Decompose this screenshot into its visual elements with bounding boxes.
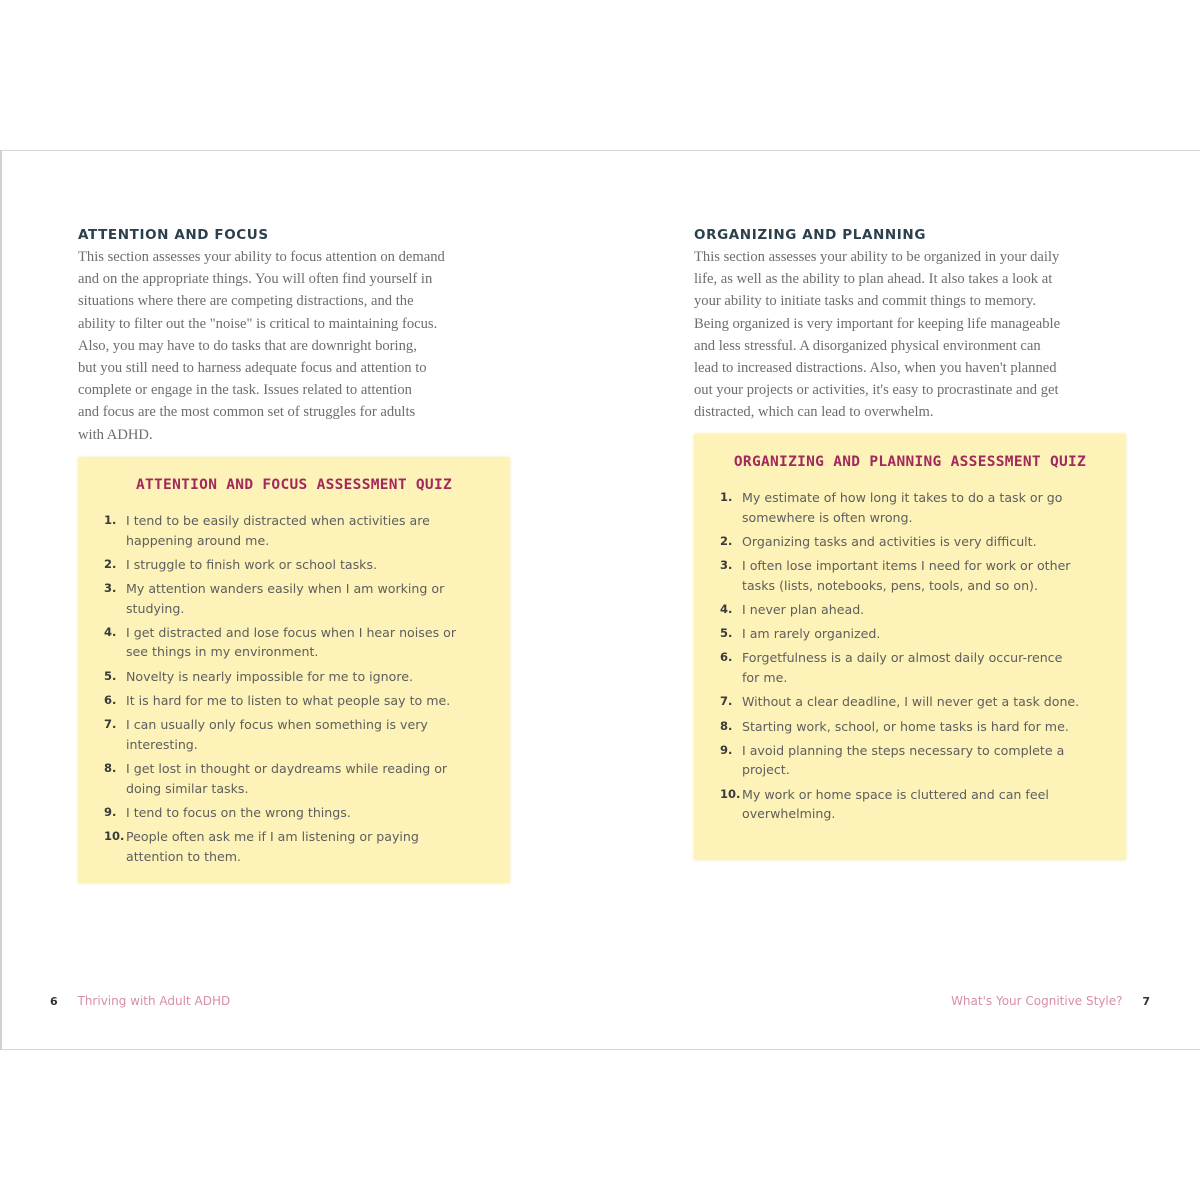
quiz-item-text: I am rarely organized. [742, 626, 881, 642]
intro-line: ability to filter out the "noise" is critical to maintaining focus. [78, 315, 438, 332]
quiz-item-number: 8. [104, 761, 117, 776]
right-page-footer [951, 994, 1150, 1008]
intro-line: and on the appropriate things. You will often find yourself in [78, 271, 433, 288]
quiz-item-number: 4. [720, 601, 733, 616]
quiz-item-text: Forgetfulness is a daily or almost daily occur-rence for me. [742, 650, 1063, 685]
organizing-planning-quiz-box [694, 434, 1126, 860]
quiz-item [720, 692, 1080, 712]
intro-line: Being organized is very important for keeping life manageable [694, 315, 1061, 332]
quiz-item-text: I tend to focus on the wrong things. [126, 804, 351, 820]
quiz-question-list [104, 511, 464, 871]
intro-line: life, as well as the ability to plan ahead. It also takes a look at [694, 271, 1053, 288]
intro-line: but you still need to harness adequate focus and attention to [78, 360, 427, 377]
quiz-item-text: Novelty is nearly impossible for me to ignore. [126, 668, 414, 684]
quiz-item-text: My attention wanders easily when I am working or studying. [126, 581, 445, 616]
quiz-item-text: I get distracted and lose focus when I hear noises or see things in my environment. [126, 624, 457, 660]
quiz-item-text: Starting work, school, or home tasks is hard for me. [742, 718, 1069, 734]
quiz-item [720, 741, 1080, 780]
quiz-item [720, 648, 1080, 687]
running-title: Thriving with Adult ADHD [77, 994, 231, 1008]
intro-line: and less stressful. A disorganized physical environment can [694, 337, 1041, 354]
quiz-item-number: 10. [720, 786, 741, 801]
quiz-item-number: 7. [720, 694, 733, 709]
quiz-item [720, 532, 1080, 552]
intro-line: complete or engage in the task. Issues related to attention [78, 382, 412, 399]
quiz-title-organizing-planning: ORGANIZING AND PLANNING ASSESSMENT QUIZ [733, 454, 1087, 470]
right-page [602, 151, 1200, 1049]
intro-paragraph-organizing-planning [694, 246, 1144, 424]
intro-line: and focus are the most common set of struggles for adults [78, 404, 416, 421]
quiz-item [720, 717, 1080, 737]
intro-line: Also, you may have to do tasks that are downright boring, [78, 337, 417, 354]
quiz-item [720, 600, 1080, 620]
quiz-item [720, 556, 1080, 595]
intro-line: lead to increased distractions. Also, when you haven't planned [694, 360, 1057, 377]
intro-line: out your projects or activities, it's easy to procrastinate and get [694, 382, 1059, 399]
running-title: What's Your Cognitive Style? [951, 994, 1123, 1008]
quiz-item-number: 2. [720, 533, 733, 548]
quiz-item-text: I tend to be easily distracted when activities are happening around me. [126, 513, 430, 548]
intro-line: situations where there are competing distractions, and the [78, 293, 414, 310]
quiz-item-number: 3. [104, 581, 117, 596]
quiz-item-number: 6. [720, 650, 733, 665]
quiz-item-text: I often lose important items I need for work or other tasks (lists, notebooks, pens, tools, and so on). [742, 558, 1071, 593]
attention-focus-quiz-box [78, 457, 510, 883]
quiz-item-text: My estimate of how long it takes to do a task or go somewhere is often wrong. [742, 490, 1063, 525]
quiz-item-number: 2. [104, 556, 117, 571]
quiz-item-text: I never plan ahead. [742, 601, 865, 617]
section-heading-attention-focus: ATTENTION AND FOCUS [78, 227, 269, 243]
quiz-item [104, 803, 464, 823]
intro-line: your ability to initiate tasks and commit things to memory. [694, 293, 1036, 310]
quiz-item-text: Without a clear deadline, I will never get a task done. [742, 694, 1080, 710]
quiz-item [104, 623, 464, 662]
intro-line: This section assesses your ability to be organized in your daily [694, 249, 1060, 265]
quiz-item [720, 624, 1080, 644]
quiz-item-number: 5. [104, 668, 117, 683]
quiz-item-text: I avoid planning the steps necessary to complete a project. [742, 742, 1065, 778]
quiz-item-text: I can usually only focus when something is very interesting. [126, 717, 428, 752]
intro-line: with ADHD. [78, 426, 153, 443]
intro-line: distracted, which can lead to overwhelm. [694, 404, 934, 421]
quiz-item [104, 555, 464, 575]
intro-line: This section assesses your ability to focus attention on demand [78, 249, 445, 265]
quiz-item-number: 3. [720, 558, 733, 573]
quiz-item [104, 667, 464, 687]
left-page [2, 151, 602, 1049]
quiz-item-number: 5. [720, 626, 733, 641]
quiz-item-text: Organizing tasks and activities is very difficult. [742, 533, 1037, 549]
book-spread [0, 150, 1200, 1050]
page-number: 7 [1142, 995, 1150, 1008]
quiz-item-number: 9. [104, 804, 117, 819]
quiz-item-text: It is hard for me to listen to what people say to me. [126, 692, 451, 708]
quiz-title-attention-focus: ATTENTION AND FOCUS ASSESSMENT QUIZ [135, 477, 453, 493]
quiz-item-number: 9. [720, 742, 733, 757]
quiz-item-number: 1. [720, 490, 733, 504]
quiz-item [104, 759, 464, 798]
quiz-item [720, 785, 1080, 824]
quiz-item-number: 10. [104, 829, 125, 844]
quiz-item [104, 715, 464, 754]
intro-paragraph-attention-focus [78, 246, 528, 446]
quiz-item-text: I get lost in thought or daydreams while reading or doing similar tasks. [126, 761, 448, 796]
quiz-item [720, 488, 1080, 527]
quiz-item-text: My work or home space is cluttered and can feel overwhelming. [742, 786, 1049, 822]
page-number: 6 [50, 995, 58, 1008]
quiz-item [104, 827, 464, 866]
quiz-item-number: 1. [104, 513, 117, 527]
quiz-item-number: 4. [104, 624, 117, 639]
quiz-item-number: 7. [104, 717, 117, 732]
quiz-item [104, 511, 464, 550]
section-heading-organizing-planning: ORGANIZING AND PLANNING [694, 227, 927, 243]
quiz-item [104, 579, 464, 618]
quiz-question-list [720, 488, 1080, 828]
left-page-footer [50, 994, 230, 1008]
quiz-item-text: People often ask me if I am listening or paying attention to them. [126, 829, 419, 864]
quiz-item-text: I struggle to finish work or school tasks. [126, 556, 378, 572]
quiz-item-number: 8. [720, 718, 733, 733]
quiz-item [104, 691, 464, 711]
quiz-item-number: 6. [104, 692, 117, 707]
